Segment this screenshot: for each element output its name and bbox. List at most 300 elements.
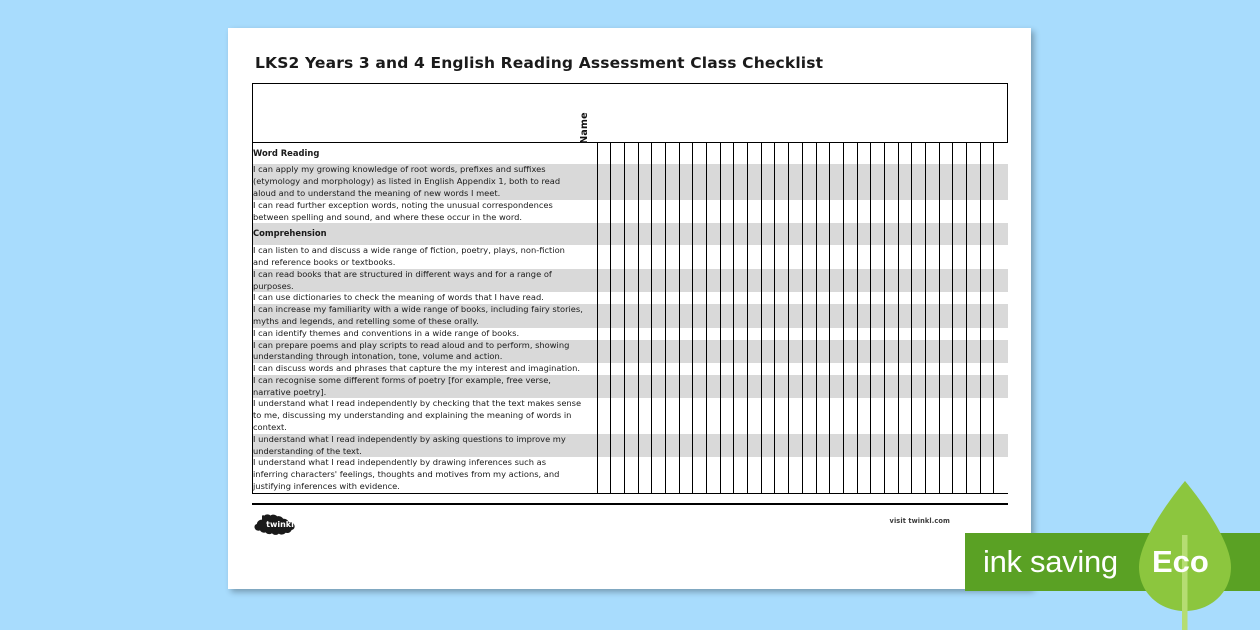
- assessment-tick-cell[interactable]: [761, 340, 775, 364]
- name-entry-cell[interactable]: [583, 292, 597, 304]
- assessment-tick-cell[interactable]: [597, 304, 611, 328]
- assessment-tick-cell[interactable]: [967, 304, 981, 328]
- assessment-tick-cell[interactable]: [830, 363, 844, 375]
- assessment-tick-cell[interactable]: [939, 363, 953, 375]
- assessment-tick-cell[interactable]: [693, 245, 707, 269]
- assessment-tick-cell[interactable]: [789, 328, 803, 340]
- assessment-tick-cell[interactable]: [734, 292, 748, 304]
- assessment-tick-cell[interactable]: [707, 375, 721, 399]
- assessment-tick-cell[interactable]: [830, 142, 844, 164]
- assessment-tick-cell[interactable]: [884, 434, 898, 458]
- header-pupil-column[interactable]: [994, 84, 1008, 142]
- assessment-tick-cell[interactable]: [611, 304, 625, 328]
- assessment-tick-cell[interactable]: [843, 328, 857, 340]
- assessment-tick-cell[interactable]: [967, 375, 981, 399]
- assessment-tick-cell[interactable]: [789, 292, 803, 304]
- assessment-tick-cell[interactable]: [939, 457, 953, 492]
- name-entry-cell[interactable]: [583, 223, 597, 245]
- assessment-tick-cell[interactable]: [693, 142, 707, 164]
- assessment-tick-cell[interactable]: [802, 245, 816, 269]
- assessment-tick-cell[interactable]: [748, 292, 762, 304]
- assessment-tick-cell[interactable]: [980, 375, 994, 399]
- assessment-tick-cell[interactable]: [789, 434, 803, 458]
- assessment-tick-cell[interactable]: [994, 363, 1008, 375]
- assessment-tick-cell[interactable]: [720, 434, 734, 458]
- assessment-tick-cell[interactable]: [980, 200, 994, 224]
- assessment-tick-cell[interactable]: [843, 142, 857, 164]
- assessment-tick-cell[interactable]: [871, 375, 885, 399]
- assessment-tick-cell[interactable]: [748, 375, 762, 399]
- assessment-tick-cell[interactable]: [624, 304, 638, 328]
- assessment-tick-cell[interactable]: [734, 340, 748, 364]
- assessment-tick-cell[interactable]: [597, 434, 611, 458]
- assessment-tick-cell[interactable]: [898, 200, 912, 224]
- header-pupil-column[interactable]: [789, 84, 803, 142]
- assessment-tick-cell[interactable]: [597, 200, 611, 224]
- assessment-tick-cell[interactable]: [843, 292, 857, 304]
- assessment-tick-cell[interactable]: [665, 292, 679, 304]
- assessment-tick-cell[interactable]: [611, 398, 625, 433]
- assessment-tick-cell[interactable]: [953, 200, 967, 224]
- assessment-tick-cell[interactable]: [830, 245, 844, 269]
- header-pupil-column[interactable]: [871, 84, 885, 142]
- assessment-tick-cell[interactable]: [720, 328, 734, 340]
- assessment-tick-cell[interactable]: [939, 269, 953, 293]
- assessment-tick-cell[interactable]: [734, 363, 748, 375]
- assessment-tick-cell[interactable]: [802, 457, 816, 492]
- assessment-tick-cell[interactable]: [980, 269, 994, 293]
- assessment-tick-cell[interactable]: [693, 223, 707, 245]
- assessment-tick-cell[interactable]: [611, 245, 625, 269]
- assessment-tick-cell[interactable]: [953, 164, 967, 199]
- assessment-tick-cell[interactable]: [994, 304, 1008, 328]
- name-entry-cell[interactable]: [583, 434, 597, 458]
- header-pupil-column[interactable]: [624, 84, 638, 142]
- assessment-tick-cell[interactable]: [843, 304, 857, 328]
- assessment-tick-cell[interactable]: [665, 457, 679, 492]
- assessment-tick-cell[interactable]: [652, 375, 666, 399]
- assessment-tick-cell[interactable]: [967, 142, 981, 164]
- assessment-tick-cell[interactable]: [748, 340, 762, 364]
- assessment-tick-cell[interactable]: [761, 269, 775, 293]
- name-entry-cell[interactable]: [583, 200, 597, 224]
- name-entry-cell[interactable]: [583, 375, 597, 399]
- assessment-tick-cell[interactable]: [912, 269, 926, 293]
- assessment-tick-cell[interactable]: [939, 200, 953, 224]
- name-entry-cell[interactable]: [583, 340, 597, 364]
- assessment-tick-cell[interactable]: [775, 292, 789, 304]
- assessment-tick-cell[interactable]: [994, 269, 1008, 293]
- assessment-tick-cell[interactable]: [761, 375, 775, 399]
- visit-link[interactable]: visit twinkl.com: [889, 516, 950, 525]
- assessment-tick-cell[interactable]: [884, 142, 898, 164]
- header-pupil-column[interactable]: [720, 84, 734, 142]
- assessment-tick-cell[interactable]: [871, 434, 885, 458]
- assessment-tick-cell[interactable]: [967, 223, 981, 245]
- assessment-tick-cell[interactable]: [624, 340, 638, 364]
- assessment-tick-cell[interactable]: [789, 363, 803, 375]
- assessment-tick-cell[interactable]: [912, 200, 926, 224]
- assessment-tick-cell[interactable]: [597, 363, 611, 375]
- header-pupil-column[interactable]: [912, 84, 926, 142]
- assessment-tick-cell[interactable]: [789, 269, 803, 293]
- assessment-tick-cell[interactable]: [898, 328, 912, 340]
- assessment-tick-cell[interactable]: [939, 375, 953, 399]
- assessment-tick-cell[interactable]: [967, 200, 981, 224]
- header-pupil-column[interactable]: [884, 84, 898, 142]
- assessment-tick-cell[interactable]: [816, 142, 830, 164]
- assessment-tick-cell[interactable]: [748, 200, 762, 224]
- assessment-tick-cell[interactable]: [980, 245, 994, 269]
- header-pupil-column[interactable]: [967, 84, 981, 142]
- assessment-tick-cell[interactable]: [748, 434, 762, 458]
- assessment-tick-cell[interactable]: [693, 363, 707, 375]
- assessment-tick-cell[interactable]: [816, 200, 830, 224]
- assessment-tick-cell[interactable]: [638, 269, 652, 293]
- assessment-tick-cell[interactable]: [830, 398, 844, 433]
- assessment-tick-cell[interactable]: [898, 363, 912, 375]
- assessment-tick-cell[interactable]: [898, 375, 912, 399]
- assessment-tick-cell[interactable]: [638, 457, 652, 492]
- assessment-tick-cell[interactable]: [624, 375, 638, 399]
- assessment-tick-cell[interactable]: [789, 457, 803, 492]
- assessment-tick-cell[interactable]: [816, 328, 830, 340]
- assessment-tick-cell[interactable]: [967, 363, 981, 375]
- assessment-tick-cell[interactable]: [994, 200, 1008, 224]
- assessment-tick-cell[interactable]: [707, 292, 721, 304]
- assessment-tick-cell[interactable]: [693, 434, 707, 458]
- assessment-tick-cell[interactable]: [898, 245, 912, 269]
- assessment-tick-cell[interactable]: [926, 304, 940, 328]
- assessment-tick-cell[interactable]: [994, 292, 1008, 304]
- assessment-tick-cell[interactable]: [624, 245, 638, 269]
- assessment-tick-cell[interactable]: [939, 304, 953, 328]
- assessment-tick-cell[interactable]: [638, 434, 652, 458]
- header-pupil-column[interactable]: [679, 84, 693, 142]
- assessment-tick-cell[interactable]: [720, 398, 734, 433]
- assessment-tick-cell[interactable]: [912, 142, 926, 164]
- assessment-tick-cell[interactable]: [884, 245, 898, 269]
- assessment-tick-cell[interactable]: [926, 457, 940, 492]
- assessment-tick-cell[interactable]: [980, 292, 994, 304]
- assessment-tick-cell[interactable]: [679, 223, 693, 245]
- assessment-tick-cell[interactable]: [652, 142, 666, 164]
- assessment-tick-cell[interactable]: [843, 340, 857, 364]
- assessment-tick-cell[interactable]: [734, 269, 748, 293]
- header-pupil-column[interactable]: [693, 84, 707, 142]
- assessment-tick-cell[interactable]: [980, 457, 994, 492]
- assessment-tick-cell[interactable]: [734, 304, 748, 328]
- assessment-tick-cell[interactable]: [720, 245, 734, 269]
- assessment-tick-cell[interactable]: [665, 142, 679, 164]
- assessment-tick-cell[interactable]: [693, 164, 707, 199]
- assessment-tick-cell[interactable]: [652, 457, 666, 492]
- assessment-tick-cell[interactable]: [953, 434, 967, 458]
- assessment-tick-cell[interactable]: [884, 269, 898, 293]
- assessment-tick-cell[interactable]: [926, 434, 940, 458]
- assessment-tick-cell[interactable]: [693, 340, 707, 364]
- assessment-tick-cell[interactable]: [638, 398, 652, 433]
- assessment-tick-cell[interactable]: [734, 398, 748, 433]
- assessment-tick-cell[interactable]: [707, 200, 721, 224]
- assessment-tick-cell[interactable]: [802, 328, 816, 340]
- assessment-tick-cell[interactable]: [775, 363, 789, 375]
- assessment-tick-cell[interactable]: [611, 292, 625, 304]
- assessment-tick-cell[interactable]: [953, 457, 967, 492]
- assessment-tick-cell[interactable]: [830, 292, 844, 304]
- assessment-tick-cell[interactable]: [980, 304, 994, 328]
- assessment-tick-cell[interactable]: [830, 304, 844, 328]
- assessment-tick-cell[interactable]: [638, 200, 652, 224]
- assessment-tick-cell[interactable]: [816, 245, 830, 269]
- assessment-tick-cell[interactable]: [830, 269, 844, 293]
- assessment-tick-cell[interactable]: [679, 340, 693, 364]
- assessment-tick-cell[interactable]: [898, 223, 912, 245]
- assessment-tick-cell[interactable]: [761, 398, 775, 433]
- assessment-tick-cell[interactable]: [611, 375, 625, 399]
- assessment-tick-cell[interactable]: [638, 223, 652, 245]
- assessment-tick-cell[interactable]: [802, 164, 816, 199]
- assessment-tick-cell[interactable]: [926, 363, 940, 375]
- assessment-tick-cell[interactable]: [775, 304, 789, 328]
- assessment-tick-cell[interactable]: [665, 223, 679, 245]
- header-pupil-column[interactable]: [665, 84, 679, 142]
- header-pupil-column[interactable]: [611, 84, 625, 142]
- assessment-tick-cell[interactable]: [693, 457, 707, 492]
- assessment-tick-cell[interactable]: [693, 304, 707, 328]
- assessment-tick-cell[interactable]: [665, 269, 679, 293]
- assessment-tick-cell[interactable]: [884, 292, 898, 304]
- assessment-tick-cell[interactable]: [679, 269, 693, 293]
- assessment-tick-cell[interactable]: [761, 457, 775, 492]
- assessment-tick-cell[interactable]: [939, 434, 953, 458]
- assessment-tick-cell[interactable]: [707, 245, 721, 269]
- assessment-tick-cell[interactable]: [843, 434, 857, 458]
- assessment-tick-cell[interactable]: [748, 457, 762, 492]
- assessment-tick-cell[interactable]: [967, 457, 981, 492]
- assessment-tick-cell[interactable]: [624, 200, 638, 224]
- assessment-tick-cell[interactable]: [679, 457, 693, 492]
- name-entry-cell[interactable]: [583, 328, 597, 340]
- assessment-tick-cell[interactable]: [707, 363, 721, 375]
- assessment-tick-cell[interactable]: [953, 223, 967, 245]
- assessment-tick-cell[interactable]: [789, 164, 803, 199]
- header-pupil-column[interactable]: [597, 84, 611, 142]
- header-pupil-column[interactable]: [816, 84, 830, 142]
- assessment-tick-cell[interactable]: [624, 269, 638, 293]
- assessment-tick-cell[interactable]: [624, 398, 638, 433]
- assessment-tick-cell[interactable]: [652, 304, 666, 328]
- assessment-tick-cell[interactable]: [857, 304, 871, 328]
- assessment-tick-cell[interactable]: [693, 328, 707, 340]
- assessment-tick-cell[interactable]: [775, 328, 789, 340]
- assessment-tick-cell[interactable]: [665, 398, 679, 433]
- assessment-tick-cell[interactable]: [748, 398, 762, 433]
- assessment-tick-cell[interactable]: [748, 328, 762, 340]
- assessment-tick-cell[interactable]: [857, 142, 871, 164]
- assessment-tick-cell[interactable]: [624, 363, 638, 375]
- assessment-tick-cell[interactable]: [720, 292, 734, 304]
- assessment-tick-cell[interactable]: [898, 398, 912, 433]
- header-pupil-column[interactable]: [843, 84, 857, 142]
- name-entry-cell[interactable]: [583, 304, 597, 328]
- assessment-tick-cell[interactable]: [748, 142, 762, 164]
- assessment-tick-cell[interactable]: [652, 245, 666, 269]
- assessment-tick-cell[interactable]: [748, 363, 762, 375]
- assessment-tick-cell[interactable]: [734, 223, 748, 245]
- assessment-tick-cell[interactable]: [611, 340, 625, 364]
- assessment-tick-cell[interactable]: [980, 363, 994, 375]
- assessment-tick-cell[interactable]: [789, 304, 803, 328]
- assessment-tick-cell[interactable]: [679, 200, 693, 224]
- assessment-tick-cell[interactable]: [816, 269, 830, 293]
- assessment-tick-cell[interactable]: [953, 328, 967, 340]
- assessment-tick-cell[interactable]: [994, 223, 1008, 245]
- assessment-tick-cell[interactable]: [638, 328, 652, 340]
- assessment-tick-cell[interactable]: [761, 363, 775, 375]
- assessment-tick-cell[interactable]: [720, 200, 734, 224]
- assessment-tick-cell[interactable]: [953, 245, 967, 269]
- assessment-tick-cell[interactable]: [748, 223, 762, 245]
- assessment-tick-cell[interactable]: [871, 304, 885, 328]
- assessment-tick-cell[interactable]: [597, 398, 611, 433]
- assessment-tick-cell[interactable]: [843, 223, 857, 245]
- assessment-tick-cell[interactable]: [884, 304, 898, 328]
- assessment-tick-cell[interactable]: [652, 292, 666, 304]
- header-pupil-column[interactable]: [857, 84, 871, 142]
- assessment-tick-cell[interactable]: [624, 434, 638, 458]
- assessment-tick-cell[interactable]: [734, 245, 748, 269]
- assessment-tick-cell[interactable]: [816, 398, 830, 433]
- assessment-tick-cell[interactable]: [665, 328, 679, 340]
- assessment-tick-cell[interactable]: [748, 304, 762, 328]
- name-entry-cell[interactable]: [583, 245, 597, 269]
- assessment-tick-cell[interactable]: [720, 363, 734, 375]
- name-entry-cell[interactable]: [583, 164, 597, 199]
- assessment-tick-cell[interactable]: [912, 457, 926, 492]
- assessment-tick-cell[interactable]: [597, 269, 611, 293]
- assessment-tick-cell[interactable]: [775, 200, 789, 224]
- assessment-tick-cell[interactable]: [871, 223, 885, 245]
- assessment-tick-cell[interactable]: [816, 223, 830, 245]
- assessment-tick-cell[interactable]: [871, 363, 885, 375]
- assessment-tick-cell[interactable]: [912, 375, 926, 399]
- assessment-tick-cell[interactable]: [679, 164, 693, 199]
- assessment-tick-cell[interactable]: [679, 398, 693, 433]
- assessment-tick-cell[interactable]: [638, 142, 652, 164]
- assessment-tick-cell[interactable]: [953, 304, 967, 328]
- assessment-tick-cell[interactable]: [871, 328, 885, 340]
- assessment-tick-cell[interactable]: [665, 304, 679, 328]
- assessment-tick-cell[interactable]: [802, 340, 816, 364]
- assessment-tick-cell[interactable]: [967, 269, 981, 293]
- assessment-tick-cell[interactable]: [693, 292, 707, 304]
- assessment-tick-cell[interactable]: [665, 340, 679, 364]
- assessment-tick-cell[interactable]: [802, 200, 816, 224]
- assessment-tick-cell[interactable]: [665, 200, 679, 224]
- assessment-tick-cell[interactable]: [857, 375, 871, 399]
- assessment-tick-cell[interactable]: [707, 398, 721, 433]
- assessment-tick-cell[interactable]: [761, 292, 775, 304]
- assessment-tick-cell[interactable]: [597, 223, 611, 245]
- assessment-tick-cell[interactable]: [871, 340, 885, 364]
- assessment-tick-cell[interactable]: [953, 398, 967, 433]
- assessment-tick-cell[interactable]: [953, 292, 967, 304]
- assessment-tick-cell[interactable]: [775, 245, 789, 269]
- assessment-tick-cell[interactable]: [926, 398, 940, 433]
- assessment-tick-cell[interactable]: [926, 328, 940, 340]
- assessment-tick-cell[interactable]: [679, 245, 693, 269]
- assessment-tick-cell[interactable]: [898, 142, 912, 164]
- header-pupil-column[interactable]: [980, 84, 994, 142]
- assessment-tick-cell[interactable]: [789, 200, 803, 224]
- assessment-tick-cell[interactable]: [775, 375, 789, 399]
- assessment-tick-cell[interactable]: [665, 363, 679, 375]
- assessment-tick-cell[interactable]: [871, 142, 885, 164]
- assessment-tick-cell[interactable]: [679, 292, 693, 304]
- assessment-tick-cell[interactable]: [679, 328, 693, 340]
- assessment-tick-cell[interactable]: [967, 398, 981, 433]
- assessment-tick-cell[interactable]: [652, 340, 666, 364]
- assessment-tick-cell[interactable]: [912, 245, 926, 269]
- assessment-tick-cell[interactable]: [912, 223, 926, 245]
- header-pupil-column[interactable]: [652, 84, 666, 142]
- name-entry-cell[interactable]: [583, 398, 597, 433]
- assessment-tick-cell[interactable]: [802, 142, 816, 164]
- assessment-tick-cell[interactable]: [926, 375, 940, 399]
- assessment-tick-cell[interactable]: [857, 434, 871, 458]
- assessment-tick-cell[interactable]: [665, 375, 679, 399]
- assessment-tick-cell[interactable]: [597, 164, 611, 199]
- assessment-tick-cell[interactable]: [967, 328, 981, 340]
- assessment-tick-cell[interactable]: [994, 164, 1008, 199]
- assessment-tick-cell[interactable]: [789, 245, 803, 269]
- assessment-tick-cell[interactable]: [980, 340, 994, 364]
- assessment-tick-cell[interactable]: [816, 304, 830, 328]
- assessment-tick-cell[interactable]: [912, 363, 926, 375]
- header-pupil-column[interactable]: [761, 84, 775, 142]
- assessment-tick-cell[interactable]: [884, 200, 898, 224]
- assessment-tick-cell[interactable]: [994, 434, 1008, 458]
- header-pupil-column[interactable]: [734, 84, 748, 142]
- assessment-tick-cell[interactable]: [967, 340, 981, 364]
- assessment-tick-cell[interactable]: [884, 340, 898, 364]
- assessment-tick-cell[interactable]: [611, 223, 625, 245]
- assessment-tick-cell[interactable]: [802, 375, 816, 399]
- assessment-tick-cell[interactable]: [761, 223, 775, 245]
- assessment-tick-cell[interactable]: [816, 375, 830, 399]
- assessment-tick-cell[interactable]: [871, 457, 885, 492]
- assessment-tick-cell[interactable]: [912, 328, 926, 340]
- assessment-tick-cell[interactable]: [802, 363, 816, 375]
- assessment-tick-cell[interactable]: [939, 245, 953, 269]
- assessment-tick-cell[interactable]: [912, 398, 926, 433]
- assessment-tick-cell[interactable]: [967, 245, 981, 269]
- assessment-tick-cell[interactable]: [967, 164, 981, 199]
- assessment-tick-cell[interactable]: [761, 328, 775, 340]
- assessment-tick-cell[interactable]: [624, 328, 638, 340]
- assessment-tick-cell[interactable]: [597, 375, 611, 399]
- assessment-tick-cell[interactable]: [775, 434, 789, 458]
- assessment-tick-cell[interactable]: [720, 375, 734, 399]
- assessment-tick-cell[interactable]: [857, 245, 871, 269]
- assessment-tick-cell[interactable]: [679, 434, 693, 458]
- assessment-tick-cell[interactable]: [611, 269, 625, 293]
- assessment-tick-cell[interactable]: [871, 245, 885, 269]
- assessment-tick-cell[interactable]: [816, 363, 830, 375]
- assessment-tick-cell[interactable]: [734, 200, 748, 224]
- assessment-tick-cell[interactable]: [980, 223, 994, 245]
